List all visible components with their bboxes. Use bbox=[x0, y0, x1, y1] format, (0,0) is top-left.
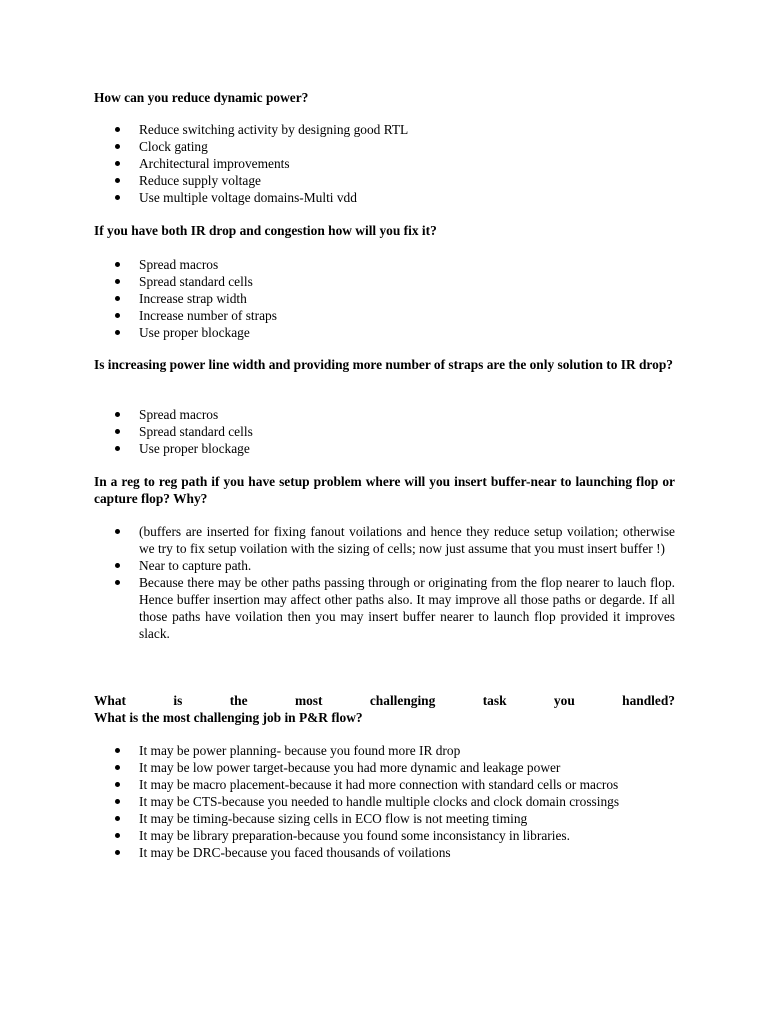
list-item: It may be power planning- because you found more IR drop bbox=[0, 742, 675, 759]
list-item: It may be macro placement-because it had more connection with standard cells or macros bbox=[0, 776, 675, 793]
list-item: It may be low power target-because you had more dynamic and leakage power bbox=[0, 759, 675, 776]
answer-list bbox=[0, 121, 675, 206]
list-item: Architectural improvements bbox=[0, 155, 675, 172]
list-item: Spread standard cells bbox=[0, 273, 675, 290]
list-item: Use proper blockage bbox=[0, 324, 675, 341]
bullet-icon bbox=[115, 313, 120, 318]
list-item: Increase number of straps bbox=[0, 307, 675, 324]
list-item: Because there may be other paths passing through or originating from the flop nearer to lauch flop. Hence buffer insertion may affect other paths also. It may improve all those paths or degarde. If all those paths have voilation then you may insert buffer nearer to launch flop provided it improves slack. bbox=[0, 574, 675, 642]
bullet-icon bbox=[115, 262, 120, 267]
list-item: Use proper blockage bbox=[0, 440, 675, 457]
bullet-icon bbox=[115, 195, 120, 200]
list-item: Reduce switching activity by designing good RTL bbox=[0, 121, 675, 138]
list-item: Reduce supply voltage bbox=[0, 172, 675, 189]
bullet-icon bbox=[115, 429, 120, 434]
list-item: It may be timing-because sizing cells in ECO flow is not meeting timing bbox=[0, 810, 675, 827]
list-item: Clock gating bbox=[0, 138, 675, 155]
bullet-icon bbox=[115, 563, 120, 568]
question-heading: If you have both IR drop and congestion how will you fix it? bbox=[94, 223, 437, 238]
list-item: It may be DRC-because you faced thousands of voilations bbox=[0, 844, 675, 861]
list-item: Increase strap width bbox=[0, 290, 675, 307]
bullet-icon bbox=[115, 127, 120, 132]
bullet-icon bbox=[115, 833, 120, 838]
question-heading: What is the most challenging task you handled? bbox=[94, 693, 675, 708]
list-item: (buffers are inserted for fixing fanout voilations and hence they reduce setup voilation; otherwise we try to fix setup voilation with the sizing of cells; now just assume that you must insert buffer !) bbox=[0, 523, 675, 557]
list-item: It may be library preparation-because you found some inconsistancy in libraries. bbox=[0, 827, 675, 844]
question-heading: How can you reduce dynamic power? bbox=[94, 90, 309, 105]
list-item: Near to capture path. bbox=[0, 557, 675, 574]
answer-list bbox=[0, 256, 675, 341]
bullet-icon bbox=[115, 850, 120, 855]
bullet-icon bbox=[115, 782, 120, 787]
list-item: It may be CTS-because you needed to handle multiple clocks and clock domain crossings bbox=[0, 793, 675, 810]
bullet-icon bbox=[115, 816, 120, 821]
bullet-icon bbox=[115, 144, 120, 149]
list-item: Spread standard cells bbox=[0, 423, 675, 440]
bullet-icon bbox=[115, 748, 120, 753]
answer-list bbox=[0, 406, 675, 457]
answer-list bbox=[0, 523, 675, 642]
bullet-icon bbox=[115, 296, 120, 301]
list-item: Use multiple voltage domains-Multi vdd bbox=[0, 189, 675, 206]
question-heading: What is the most challenging job in P&R flow? bbox=[94, 710, 363, 725]
answer-list bbox=[0, 742, 675, 861]
bullet-icon bbox=[115, 330, 120, 335]
bullet-icon bbox=[115, 799, 120, 804]
bullet-icon bbox=[115, 529, 120, 534]
bullet-icon bbox=[115, 580, 120, 585]
bullet-icon bbox=[115, 178, 120, 183]
bullet-icon bbox=[115, 161, 120, 166]
list-item: Spread macros bbox=[0, 406, 675, 423]
bullet-icon bbox=[115, 765, 120, 770]
bullet-icon bbox=[115, 446, 120, 451]
bullet-icon bbox=[115, 279, 120, 284]
question-heading: Is increasing power line width and providing more number of straps are the only solution to IR drop? bbox=[94, 357, 673, 372]
bullet-icon bbox=[115, 412, 120, 417]
list-item: Spread macros bbox=[0, 256, 675, 273]
question-heading: In a reg to reg path if you have setup problem where will you insert buffer-near to launching flop or capture flop? Why? bbox=[94, 474, 675, 506]
